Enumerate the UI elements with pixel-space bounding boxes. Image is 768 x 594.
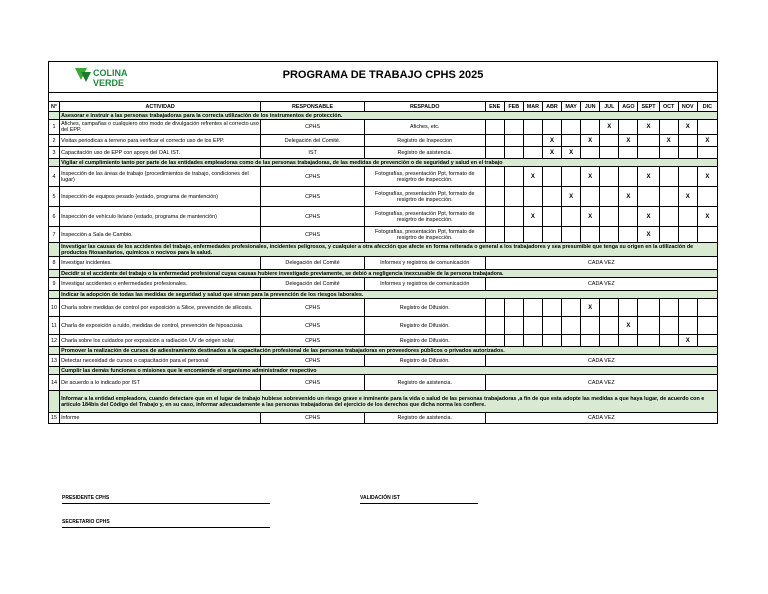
month-cell: [581, 317, 600, 335]
month-cell: X: [619, 187, 638, 207]
respaldo-cell: Registro de asistencia.: [364, 375, 485, 391]
activity-cell: Inspección a Sala de Cambio.: [60, 227, 261, 243]
month-cell: [485, 227, 504, 243]
section-title: Indicar la adopción de todas las medidas de seguridad y salud que sirvan para la prevención de los riesgos laborales.: [60, 291, 718, 299]
month-cell: [523, 227, 542, 243]
activity-cell: Charla de exposición a ruido, medidas de control, prevención de hipoacusia.: [60, 317, 261, 335]
month-cell: [581, 227, 600, 243]
activity-row: [49, 147, 718, 159]
month-cell: [485, 207, 504, 227]
column-header: RESPONSABLE: [261, 102, 365, 112]
activity-cell: Detectar necesidad de cursos o capacitación para el personal: [60, 355, 261, 367]
month-cell: [678, 167, 697, 187]
row-number: 6: [49, 207, 60, 227]
respaldo-cell: Registro de Difusión.: [364, 299, 485, 317]
month-cell: [523, 120, 542, 135]
responsable-cell: IST: [261, 147, 365, 159]
section-empty: [49, 367, 60, 375]
month-cell: [485, 167, 504, 187]
validacion-label: VALIDACIÓN IST: [360, 495, 400, 501]
respaldo-cell: Registro de asistencia.: [364, 413, 485, 424]
section-row: [49, 112, 718, 120]
month-cell: [504, 135, 523, 147]
section-title: Decidir si el accidente del trabajo o la enfermedad profesional cuyas causas hubiere investigado previamente, se debió a negligencia inexcusable de la persona trabajadora.: [60, 270, 718, 278]
row-number: 12: [49, 335, 60, 347]
row-number: 9: [49, 278, 60, 291]
month-cell: [697, 335, 717, 347]
month-cell: [659, 317, 678, 335]
month-cell: [638, 187, 659, 207]
logo-line1: COLINA: [93, 68, 128, 78]
activity-row: [49, 299, 718, 317]
responsable-cell: CPHS: [261, 355, 365, 367]
respaldo-cell: Informes y registros de comunicación: [364, 278, 485, 291]
month-cell: [659, 207, 678, 227]
month-cell: [659, 187, 678, 207]
row-number: 7: [49, 227, 60, 243]
activity-cell: Afiches, campañas o cualquiero otro modo de divulgación refrentes al correcto uso del EPP.: [61, 121, 259, 133]
section-row: [49, 391, 718, 413]
month-cell: X: [600, 120, 619, 135]
activity-cell: Charla sobre medidas de control por exposición a Silice, prevención de silicosis.: [60, 299, 261, 317]
month-cell: [542, 167, 561, 187]
frequency-cell: CADA VEZ: [485, 413, 717, 424]
month-cell: [581, 120, 600, 135]
month-cell: [504, 167, 523, 187]
frequency-cell: CADA VEZ: [485, 375, 717, 391]
respaldo-cell: Fotografías, presentación Ppt, formato de resigrtro de inspección.: [364, 167, 485, 187]
header-gap: [48, 93, 718, 101]
month-cell: [485, 120, 504, 135]
responsable-cell: CPHS: [261, 299, 365, 317]
work-program-sheet: [48, 61, 718, 424]
month-cell: [504, 227, 523, 243]
activity-cell: De acuerdo a lo indicado por IST: [60, 375, 261, 391]
activity-row: [49, 207, 718, 227]
section-title: Informar a la entidad empleadora, cuando detectare que en el lugar de trabajo hubiese sobrevenido un riesgo grave e inminente para la vida o salud de las personas trabajadoras ,a fin de que esta adopte las medidas a que haya lugar, de acuerdo con e artículo 184bis del Código del Trabajo y, en su caso, informar adecuadamente a las personas trabajadoras del ejercicio de los derechos que dicha norma les confiere.: [60, 391, 718, 413]
activity-row: [49, 187, 718, 207]
month-cell: [562, 317, 581, 335]
column-header: MAY: [562, 102, 581, 112]
activity-row: [49, 375, 718, 391]
frequency-cell: CADA VEZ: [485, 257, 717, 270]
month-cell: X: [581, 167, 600, 187]
month-cell: [581, 147, 600, 159]
section-empty: [49, 291, 60, 299]
respaldo-cell: Fotografías, presentación Ppt, formato de resigrtro de inspección.: [364, 227, 485, 243]
column-header: AGO: [619, 102, 638, 112]
row-number: 4: [49, 167, 60, 187]
month-cell: [678, 147, 697, 159]
section-row: [49, 243, 718, 257]
month-cell: [638, 317, 659, 335]
month-cell: [619, 207, 638, 227]
column-header: ACTIVIDAD: [60, 102, 261, 112]
month-cell: [619, 335, 638, 347]
month-cell: [600, 207, 619, 227]
column-header-row: [49, 102, 718, 112]
month-cell: [542, 187, 561, 207]
month-cell: [678, 317, 697, 335]
month-cell: [485, 317, 504, 335]
month-cell: X: [581, 207, 600, 227]
month-cell: X: [659, 135, 678, 147]
logo-line2: VERDE: [93, 78, 125, 88]
month-cell: [485, 147, 504, 159]
row-number: 15: [49, 413, 60, 424]
month-cell: [678, 299, 697, 317]
respaldo-cell: Registro de Difusión.: [364, 317, 485, 335]
month-cell: X: [542, 135, 561, 147]
row-number: 3: [49, 147, 60, 159]
month-cell: [659, 167, 678, 187]
section-row: [49, 291, 718, 299]
month-cell: X: [523, 167, 542, 187]
respaldo-cell: Afiches, etc.: [364, 120, 485, 135]
month-cell: [504, 207, 523, 227]
activity-cell: Investigar incidentes.: [60, 257, 261, 270]
month-cell: [697, 299, 717, 317]
month-cell: X: [562, 147, 581, 159]
presidente-signature-line: [62, 503, 270, 504]
month-cell: [504, 335, 523, 347]
respaldo-cell: Fotografías, presentación Ppt, formato de resigrtro de inspección.: [364, 207, 485, 227]
activity-row: [49, 335, 718, 347]
respaldo-cell: Registro de asistencia.: [364, 147, 485, 159]
month-cell: X: [697, 135, 717, 147]
section-empty: [49, 347, 60, 355]
month-cell: [600, 167, 619, 187]
section-row: [49, 159, 718, 167]
month-cell: [504, 187, 523, 207]
month-cell: [659, 227, 678, 243]
month-cell: [619, 299, 638, 317]
respaldo-cell: Registro de Inspeccion: [364, 135, 485, 147]
row-number: 5: [49, 187, 60, 207]
responsable-cell: Delegación del Comité.: [261, 135, 365, 147]
activity-row: [49, 355, 718, 367]
month-cell: [697, 317, 717, 335]
month-cell: [542, 120, 561, 135]
responsable-cell: CPHS: [261, 187, 365, 207]
month-cell: X: [562, 187, 581, 207]
month-cell: X: [638, 207, 659, 227]
responsable-cell: CPHS: [261, 317, 365, 335]
activity-row: [49, 120, 718, 135]
activity-cell: Visitas periodicas a terreno para verificar el correcto uso de los EPP.: [60, 135, 261, 147]
responsable-cell: CPHS: [261, 227, 365, 243]
row-number: 1: [49, 120, 60, 135]
month-cell: [638, 335, 659, 347]
respaldo-cell: Informes y registros de comunicación: [364, 257, 485, 270]
responsable-cell: Delegación del Comité: [261, 257, 365, 270]
month-cell: [600, 227, 619, 243]
month-cell: [485, 299, 504, 317]
month-cell: [619, 147, 638, 159]
frequency-cell: CADA VEZ: [485, 278, 717, 291]
month-cell: X: [619, 317, 638, 335]
column-header: JUL: [600, 102, 619, 112]
section-empty: [49, 243, 60, 257]
month-cell: [697, 227, 717, 243]
column-header: MAR: [523, 102, 542, 112]
section-title: Asesorar e instruir a las personas trabajadoras para la correcta utilización de los instrumentos de protección.: [60, 112, 718, 120]
month-cell: [504, 147, 523, 159]
section-title: Vigilar el cumplimiento tanto por parte de las entidades empleadoras como de las personas trabajadoras, de las medidas de prevención o de seguridad y salud en el trabajo: [60, 159, 718, 167]
column-header: FEB: [504, 102, 523, 112]
section-empty: [49, 159, 60, 167]
month-cell: [600, 135, 619, 147]
activity-table: [48, 101, 718, 424]
month-cell: [678, 227, 697, 243]
activity-row: [49, 227, 718, 243]
activity-row: [49, 167, 718, 187]
month-cell: [485, 187, 504, 207]
respaldo-cell: Fotografías, presentación Ppt, formato de resigrtro de inspección.: [364, 187, 485, 207]
month-cell: [562, 135, 581, 147]
row-number: 8: [49, 257, 60, 270]
section-title: Investigar las causas de los accidentes del trabajo, enfermedades profesionales, incidentes peligrosos, y cualquier a otra afección que afecte en forma reiterada o general a los trabajadores y sea presumible que tenga su origen en la utilización de productos fitosanitarios, químicos o nocivos para la salud.: [60, 243, 718, 257]
month-cell: [659, 335, 678, 347]
secretario-label: SECRETARIO CPHS: [62, 519, 110, 525]
month-cell: X: [619, 135, 638, 147]
month-cell: [678, 207, 697, 227]
month-cell: [619, 120, 638, 135]
section-empty: [49, 391, 60, 413]
row-number: 13: [49, 355, 60, 367]
month-cell: [638, 299, 659, 317]
month-cell: X: [678, 187, 697, 207]
column-header: RESPALDO: [364, 102, 485, 112]
month-cell: [562, 120, 581, 135]
month-cell: X: [581, 299, 600, 317]
month-cell: [600, 335, 619, 347]
month-cell: X: [697, 207, 717, 227]
responsable-cell: Delegación del Comité: [261, 278, 365, 291]
month-cell: [523, 147, 542, 159]
month-cell: [562, 167, 581, 187]
month-cell: [600, 187, 619, 207]
document-header: [48, 61, 718, 93]
month-cell: [600, 299, 619, 317]
month-cell: [638, 135, 659, 147]
month-cell: [542, 207, 561, 227]
validacion-signature-line: [360, 503, 478, 504]
section-empty: [49, 270, 60, 278]
responsable-cell: CPHS: [261, 375, 365, 391]
month-cell: [542, 227, 561, 243]
month-cell: [523, 187, 542, 207]
month-cell: [697, 187, 717, 207]
column-header: JUN: [581, 102, 600, 112]
responsable-cell: CPHS: [261, 207, 365, 227]
month-cell: X: [697, 167, 717, 187]
activity-cell: Informe: [60, 413, 261, 424]
month-cell: [485, 135, 504, 147]
month-cell: [562, 299, 581, 317]
activity-cell: Investigar accidentes o enfermedades profesionales.: [60, 278, 261, 291]
responsable-cell: CPHS: [261, 120, 365, 135]
activity-cell: Inspección de las áreas de trabajo (procedimientos de trabajo, condiciones del lugar): [60, 167, 261, 187]
activity-row: [49, 317, 718, 335]
secretario-signature-line: [62, 527, 270, 528]
month-cell: [504, 317, 523, 335]
column-header: N°: [49, 102, 60, 112]
month-cell: [542, 317, 561, 335]
month-cell: X: [638, 167, 659, 187]
activity-cell: Capacitación uso de EPP con apoyo del OAL IST.: [60, 147, 261, 159]
month-cell: [504, 120, 523, 135]
month-cell: X: [638, 120, 659, 135]
presidente-label: PRESIDENTE CPHS: [62, 495, 110, 501]
responsable-cell: CPHS: [261, 335, 365, 347]
month-cell: [697, 120, 717, 135]
month-cell: [542, 299, 561, 317]
responsable-cell: CPHS: [261, 167, 365, 187]
respaldo-cell: Registro de Difusión.: [364, 355, 485, 367]
month-cell: [523, 317, 542, 335]
section-row: [49, 367, 718, 375]
month-cell: [542, 335, 561, 347]
month-cell: [523, 299, 542, 317]
row-number: 10: [49, 299, 60, 317]
month-cell: [619, 167, 638, 187]
month-cell: [562, 207, 581, 227]
month-cell: [562, 335, 581, 347]
section-row: [49, 270, 718, 278]
month-cell: [581, 187, 600, 207]
column-header: SEPT: [638, 102, 659, 112]
month-cell: [659, 299, 678, 317]
month-cell: [638, 147, 659, 159]
month-cell: [562, 227, 581, 243]
month-cell: X: [581, 135, 600, 147]
month-cell: [619, 227, 638, 243]
section-title: Cumplir las demás funciones o misiones que le encomiende el organismo administrador respectivo: [60, 367, 718, 375]
frequency-cell: CADA VEZ: [485, 355, 717, 367]
section-row: [49, 347, 718, 355]
activity-cell: Inspección de vehículo liviano (estado, programa de mantención): [60, 207, 261, 227]
respaldo-cell: Registro de Difusión.: [364, 335, 485, 347]
activity-row: [49, 413, 718, 424]
month-cell: [678, 135, 697, 147]
month-cell: X: [678, 335, 697, 347]
row-number: 11: [49, 317, 60, 335]
month-cell: [581, 335, 600, 347]
activity-row: [49, 257, 718, 270]
month-cell: X: [542, 147, 561, 159]
month-cell: [523, 135, 542, 147]
month-cell: [659, 147, 678, 159]
activity-cell: Charla sobre los cuidados por exposición a radiación UV de origen solar.: [60, 335, 261, 347]
month-cell: [697, 147, 717, 159]
column-header: ABR: [542, 102, 561, 112]
month-cell: [600, 317, 619, 335]
month-cell: X: [638, 227, 659, 243]
column-header: OCT: [659, 102, 678, 112]
section-empty: [49, 112, 60, 120]
month-cell: [600, 147, 619, 159]
activity-cell: Inspección de equipos pesado (estado, programa de mantención): [60, 187, 261, 207]
page-title: PROGRAMA DE TRABAJO CPHS 2025: [282, 69, 484, 81]
month-cell: X: [678, 120, 697, 135]
column-header: DIC: [697, 102, 717, 112]
month-cell: [485, 335, 504, 347]
month-cell: [504, 299, 523, 317]
month-cell: X: [523, 207, 542, 227]
month-cell: [659, 120, 678, 135]
column-header: ENE: [485, 102, 504, 112]
column-header: NOV: [678, 102, 697, 112]
section-title: Promover la realización de cursos de adiestramiento destinados a la capacitación profesional de las personas trabajadoras en proveedores públicos o privados autorizados.: [60, 347, 718, 355]
activity-row: [49, 278, 718, 291]
activity-row: [49, 135, 718, 147]
responsable-cell: CPHS: [261, 413, 365, 424]
row-number: 2: [49, 135, 60, 147]
month-cell: [523, 335, 542, 347]
row-number: 14: [49, 375, 60, 391]
